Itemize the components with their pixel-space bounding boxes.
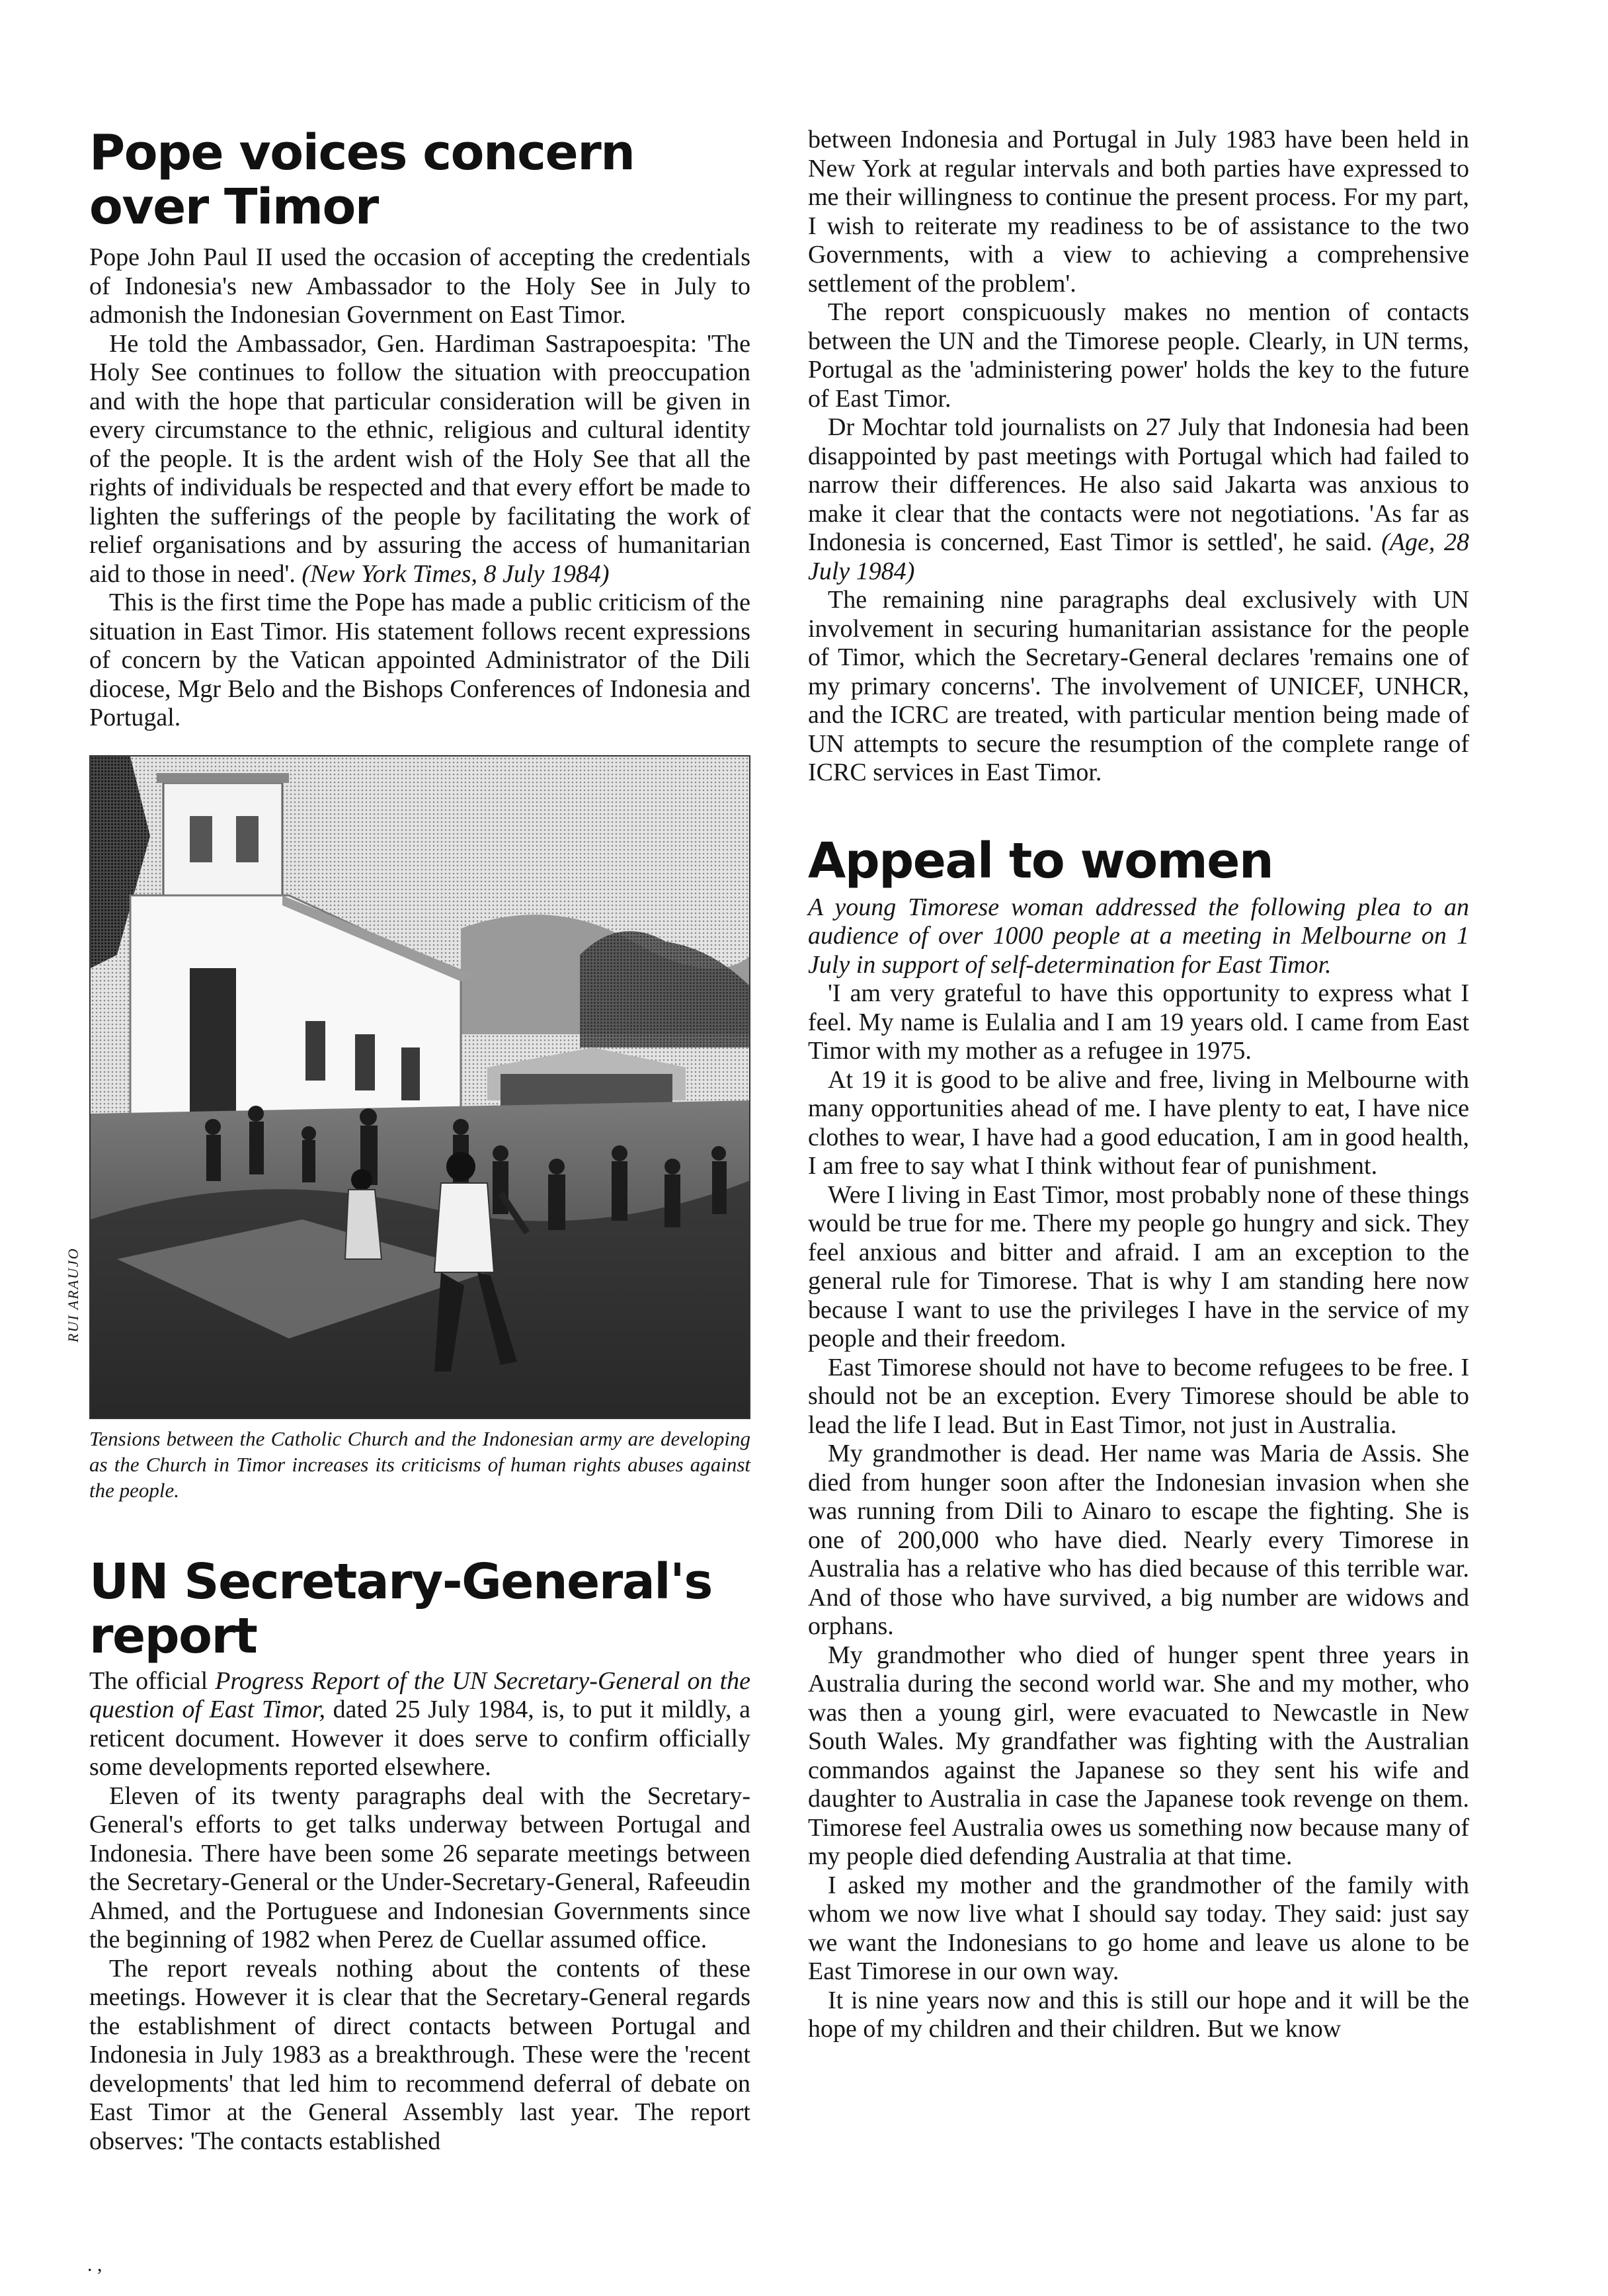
un-paragraph-1-a: The official	[89, 1666, 216, 1695]
appeal-paragraph-2: At 19 it is good to be alive and free, living in Melbourne with many opportunities ahead of me. I have plenty to eat, I have nice clothes to wear, I have had a good education, I am in good health, I am free to say what I think without fear of punishment.	[808, 1065, 1469, 1180]
appeal-paragraph-4: East Timorese should not have to become refugees to be free. I should not be an exception. Every Timorese should be able to lead the life I lead. But in East Timor, not just in Australia.	[808, 1353, 1469, 1439]
church-photo-image	[91, 757, 750, 1418]
appeal-paragraph-7: I asked my mother and the grandmother of the family with whom we now live what I should say today. They said: just say we want the Indonesians to go home and leave us alone to be East Timorese in our own way.	[808, 1871, 1469, 1985]
un-report-title: UN Secretary-General's report	[89, 1553, 712, 1664]
left-column	[89, 126, 750, 2156]
pope-paragraph-2-text: He told the Ambassador, Gen. Hardiman Sastrapoespita: 'The Holy See continues to follow the situation with preoccupation and with the hope that particular consideration will be given in every circumstance to the ethnic, religious and cultural identity of the people. It is the ardent wish of the Holy See that all the rights of individuals be respected and that every effort be made to lighten the sufferings of the people by facilitating the work of relief organisations and by assuring the access of humanitarian aid to those in need'.	[89, 329, 750, 588]
photo-caption: Tensions between the Catholic Church and the Indonesian army are developing as the Church in Timor increases its criticisms of human rights abuses against the people.	[89, 1426, 750, 1502]
mochtar-paragraph	[808, 413, 1469, 586]
appeal-paragraph-1: 'I am very grateful to have this opportunity to express what I feel. My name is Eulalia and I am 19 years old. I came from East Timor with my mother as a refugee in 1975.	[808, 979, 1469, 1065]
mochtar-text: Dr Mochtar told journalists on 27 July that Indonesia had been disappointed by past meetings with Portugal which had failed to narrow their differences. He also said Jakarta was anxious to make it clear that the contacts were not negotiations. 'As far as Indonesia is concerned, East Timor is settled', he said.	[808, 413, 1469, 556]
appeal-paragraph-3: Were I living in East Timor, most probably none of these things would be true for me. There my people go hungry and sick. They feel anxious and bitter and afraid. I am an exception to the general rule for Timorese. That is why I am standing here now because I want to use the privileges I have in the service of my people and their freedom.	[808, 1180, 1469, 1352]
un-final-paragraph: The remaining nine paragraphs deal exclusively with UN involvement in securing humanitarian assistance for the people of Timor, which the Secretary-General declares 'remains one of my primary concerns'. The involvement of UNICEF, UNHCR, and the ICRC are treated, with particular mention being made of UN attempts to secure the resumption of the complete range of ICRC services in East Timor.	[808, 586, 1469, 786]
page-mark: . ,	[87, 2254, 102, 2276]
photo-credit: RUI ARAUJO	[65, 1247, 81, 1342]
un-report-title-italic: Progress Report of the UN Secretary-General on the question of East Timor,	[89, 1666, 750, 1723]
pope-citation: (New York Times, 8 July 1984)	[302, 559, 610, 588]
un-continued-paragraph-1: between Indonesia and Portugal in July 1983 have been held in New York at regular intervals and both parties have expressed to me their willingness to continue the present process. For my part, I wish to reiterate my readiness to be of assistance to the two Governments, with a view to achieving a comprehensive settlement of the problem'.	[808, 126, 1469, 298]
appeal-intro: A young Timorese woman addressed the following plea to an audience of over 1000 people at a meeting in Melbourne on 1 July in support of self-determination for East Timor.	[808, 893, 1469, 979]
appeal-paragraph-5: My grandmother is dead. Her name was Maria de Assis. She died from hunger soon after the Indonesian invasion when she was running from Dili to Ainaro to escape the fighting. She is one of 200,000 who have died. Nearly every Timorese in Australia has a relative who has died because of this terrible war. And of those who have survived, a big number are widows and orphans.	[808, 1440, 1469, 1640]
mochtar-citation: (Age, 28 July 1984)	[808, 528, 1470, 585]
appeal-title: Appeal to women	[808, 832, 1273, 889]
pope-article-title: Pope voices concern over Timor	[89, 124, 635, 235]
un-paragraph-1	[89, 1667, 750, 1782]
appeal-paragraph-8: It is nine years now and this is still our hope and it will be the hope of my children and their children. But we know	[808, 1986, 1469, 2043]
church-photo	[89, 755, 750, 1419]
un-paragraph-3: The report reveals nothing about the contents of these meetings. However it is clear that the Secretary-General regards the establishment of direct contacts between Portugal and Indonesia in July 1983 as a breakthrough. These were the 'recent developments' that led him to recommend deferral of debate on East Timor at the General Assembly last year. The report observes: 'The contacts established	[89, 1954, 750, 2155]
right-column	[808, 126, 1469, 2044]
pope-paragraph-3: This is the first time the Pope has made a public criticism of the situation in East Timor. His statement follows recent expressions of concern by the Vatican appointed Administrator of the Dili diocese, Mgr Belo and the Bishops Conferences of Indonesia and Portugal.	[89, 589, 750, 731]
un-paragraph-1-b: dated 25 July 1984, is, to put it mildly, a reticent document. However it does serve to confirm officially some developments reported elsewhere.	[89, 1696, 750, 1781]
pope-paragraph-2	[89, 330, 750, 589]
pope-paragraph-1: Pope John Paul II used the occasion of accepting the credentials of Indonesia's new Ambassador to the Holy See in July to admonish the Indonesian Government on East Timor.	[89, 243, 750, 329]
un-paragraph-2: Eleven of its twenty paragraphs deal with the Secretary-General's efforts to get talks underway between Portugal and Indonesia. There have been some 26 separate meetings between the Secretary-General or the Under-Secretary-General, Rafeeudin Ahmed, and the Portuguese and Indonesian Governments since the beginning of 1982 when Perez de Cuellar assumed office.	[89, 1782, 750, 1953]
appeal-paragraph-6: My grandmother who died of hunger spent three years in Australia during the second world war. She and my mother, who was then a young girl, were evacuated to Newcastle in New South Wales. My grandfather was fighting with the Australian commandos against the Japanese so they sent his wife and daughter to Australia in case the Japanese took revenge on them. Timorese feel Australia owes us something now because many of my people died defending Australia at that time.	[808, 1641, 1469, 1870]
un-continued-paragraph-2: The report conspicuously makes no mention of contacts between the UN and the Timorese people. Clearly, in UN terms, Portugal as the 'administering power' holds the key to the future of East Timor.	[808, 298, 1469, 413]
